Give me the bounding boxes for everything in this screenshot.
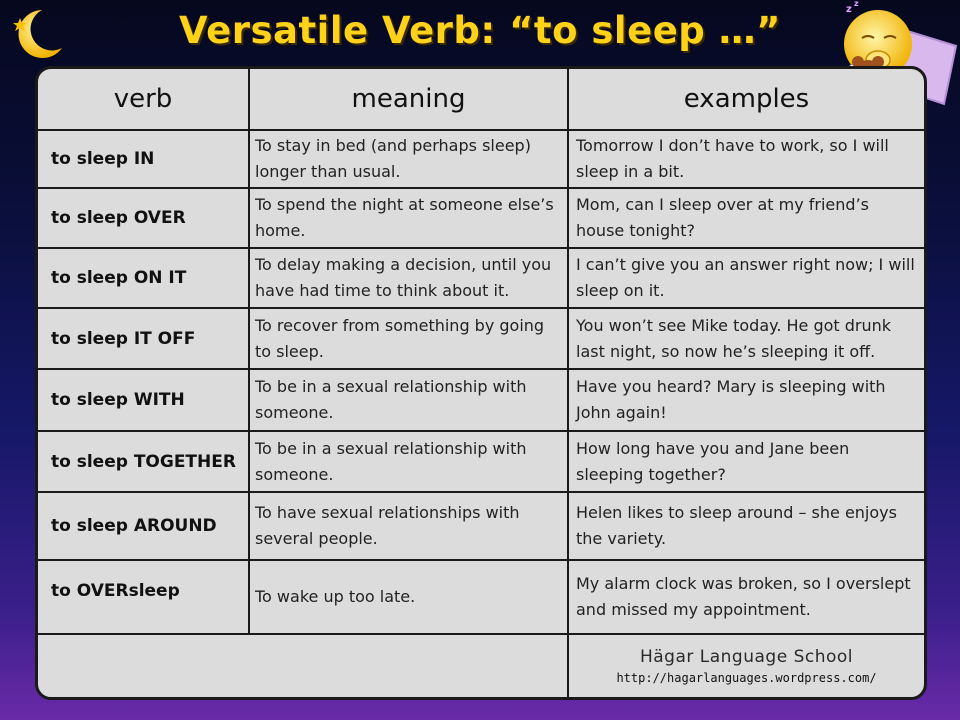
table-row	[38, 492, 924, 560]
meaning-cell: To wake up too late.	[249, 560, 568, 634]
table-row	[38, 369, 924, 431]
meaning-cell: To be in a sexual relationship with someone.	[249, 369, 568, 431]
table-row	[38, 248, 924, 308]
verb-cell: to sleep IN	[38, 130, 249, 188]
verb-cell: to sleep IT OFF	[38, 308, 249, 369]
table-row	[38, 560, 924, 634]
meaning-cell: To be in a sexual relationship with someone.	[249, 431, 568, 492]
footer-cell	[568, 634, 924, 697]
meaning-cell: To stay in bed (and perhaps sleep) longer than usual.	[249, 130, 568, 188]
example-cell: Have you heard? Mary is sleeping with John again!	[568, 369, 924, 431]
verb-table-panel	[35, 66, 927, 700]
svg-text:z: z	[854, 0, 859, 8]
example-cell: How long have you and Jane been sleeping together?	[568, 431, 924, 492]
table-header-row	[38, 69, 924, 130]
header-examples: examples	[568, 69, 924, 130]
example-cell: You won’t see Mike today. He got drunk last night, so now he’s sleeping it off.	[568, 308, 924, 369]
verb-cell: to sleep TOGETHER	[38, 431, 249, 492]
svg-text:z: z	[846, 4, 852, 15]
verb-cell: to sleep AROUND	[38, 492, 249, 560]
verb-cell: to OVERsleep	[38, 560, 249, 634]
table-row	[38, 130, 924, 188]
table-row	[38, 308, 924, 369]
school-name: Hägar Language School	[639, 647, 854, 667]
meaning-cell: To recover from something by going to sleep.	[249, 308, 568, 369]
page-title: Versatile Verb: “to sleep …”	[179, 9, 781, 52]
verb-cell: to sleep OVER	[38, 188, 249, 248]
meaning-cell: To spend the night at someone else’s home.	[249, 188, 568, 248]
header-verb: verb	[38, 69, 249, 130]
meaning-cell: To have sexual relationships with several people.	[249, 492, 568, 560]
table-footer-row	[38, 634, 924, 697]
example-cell: Tomorrow I don’t have to work, so I will sleep in a bit.	[568, 130, 924, 188]
table-row	[38, 188, 924, 248]
verb-cell: to sleep ON IT	[38, 248, 249, 308]
meaning-cell: To delay making a decision, until you have had time to think about it.	[249, 248, 568, 308]
school-url: http://hagarlanguages.wordpress.com/	[616, 671, 877, 685]
verb-table	[38, 69, 924, 697]
header-meaning: meaning	[249, 69, 568, 130]
table-row	[38, 431, 924, 492]
example-cell: I can’t give you an answer right now; I will sleep on it.	[568, 248, 924, 308]
example-cell: Helen likes to sleep around – she enjoys the variety.	[568, 492, 924, 560]
verb-cell: to sleep WITH	[38, 369, 249, 431]
footer-empty-cell	[38, 634, 568, 697]
example-cell: My alarm clock was broken, so I overslept and missed my appointment.	[568, 560, 924, 634]
example-cell: Mom, can I sleep over at my friend’s house tonight?	[568, 188, 924, 248]
